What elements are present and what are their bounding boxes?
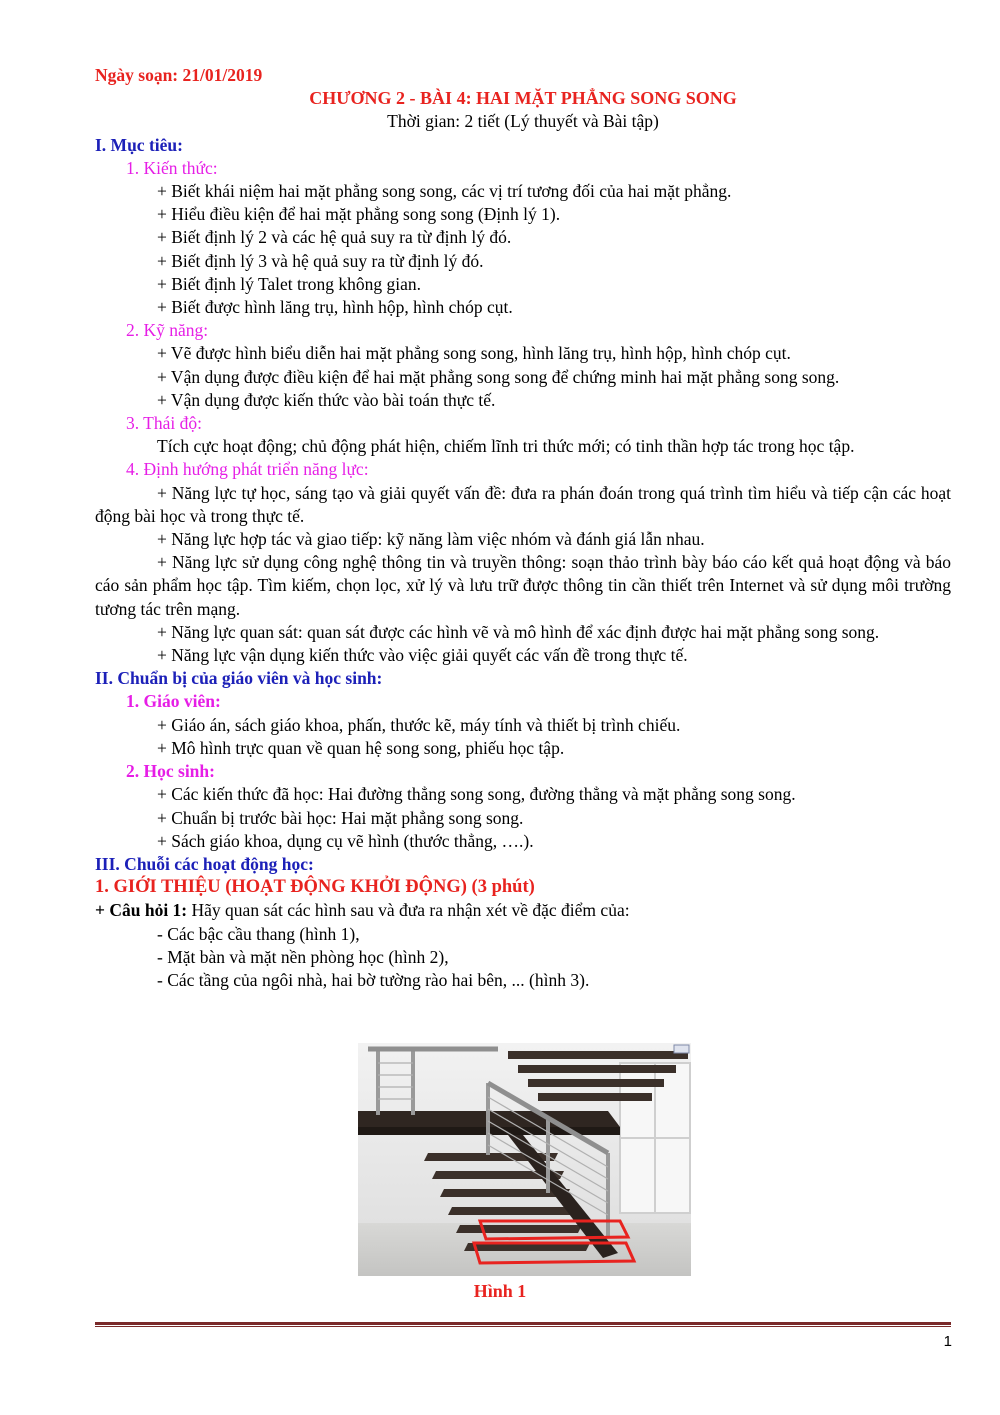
question-item: - Mặt bàn và mặt nền phòng học (hình 2), <box>157 946 449 967</box>
student-item: + Các kiến thức đã học: Hai đường thẳng song song, đường thẳng và mặt phẳng song song. <box>157 784 796 805</box>
knowledge-item: + Biết được hình lăng trụ, hình hộp, hình chóp cụt. <box>157 297 513 318</box>
staircase-figure <box>358 1043 691 1276</box>
student-item: + Sách giáo khoa, dụng cụ vẽ hình (thước thẳng, ….). <box>157 830 534 851</box>
attitude-heading: 3. Thái độ: <box>126 413 202 434</box>
competence-item: + Năng lực vận dụng kiến thức vào việc giải quyết các vấn đề trong thực tế. <box>157 645 688 666</box>
competence-item: + Năng lực quan sát: quan sát được các hình vẽ và mô hình để xác định được hai mặt phẳng song song. <box>157 621 880 642</box>
competence-item: + Năng lực hợp tác và giao tiếp: kỹ năng làm việc nhóm và đánh giá lẫn nhau. <box>157 529 705 550</box>
skills-item: + Vẽ được hình biểu diễn hai mặt phẳng song song, hình lăng trụ, hình hộp, hình chóp cụt. <box>157 343 791 364</box>
document-body <box>95 64 951 992</box>
question-text: Hãy quan sát các hình sau và đưa ra nhận xét về đặc điểm của: <box>187 900 630 921</box>
skills-item: + Vận dụng được điều kiện để hai mặt phẳng song song để chứng minh hai mặt phẳng song song. <box>157 366 840 387</box>
lesson-duration: Thời gian: 2 tiết (Lý thuyết và Bài tập) <box>387 111 659 132</box>
staircase-illustration <box>358 1043 691 1276</box>
teacher-item: + Mô hình trực quan về quan hệ song song, phiếu học tập. <box>157 737 565 758</box>
knowledge-item: + Hiểu điều kiện để hai mặt phẳng song song (Định lý 1). <box>157 204 561 225</box>
teacher-item: + Giáo án, sách giáo khoa, phấn, thước kẽ, máy tính và thiết bị trình chiếu. <box>157 714 681 735</box>
knowledge-item: + Biết định lý 3 và hệ quả suy ra từ định lý đó. <box>157 250 484 271</box>
question-item: - Các tầng của ngôi nhà, hai bờ tường rào hai bên, ... (hình 3). <box>157 969 590 990</box>
student-heading: 2. Học sinh: <box>126 761 215 782</box>
section2-heading: II. Chuẩn bị của giáo viên và học sinh: <box>95 668 383 689</box>
question-label: + Câu hỏi 1: <box>95 900 188 921</box>
attitude-text: Tích cực hoạt động; chủ động phát hiện, chiếm lĩnh tri thức mới; có tinh thần hợp tác trong học tập. <box>157 436 855 457</box>
skills-heading: 2. Kỹ năng: <box>126 320 209 341</box>
question-item: - Các bậc cầu thang (hình 1), <box>157 923 360 944</box>
footer-rule <box>95 1322 951 1328</box>
section3-heading: III. Chuỗi các hoạt động học: <box>95 853 314 874</box>
knowledge-item: + Biết khái niệm hai mặt phẳng song song, các vị trí tương đối của hai mặt phẳng. <box>157 181 732 202</box>
section1-heading: I. Mục tiêu: <box>95 134 183 155</box>
knowledge-heading: 1. Kiến thức: <box>126 157 218 178</box>
question-line <box>95 899 951 922</box>
teacher-heading: 1. Giáo viên: <box>126 691 221 712</box>
skills-item: + Vận dụng được kiến thức vào bài toán thực tế. <box>157 389 496 410</box>
knowledge-item: + Biết định lý Talet trong không gian. <box>157 273 421 294</box>
competence-item: + Năng lực tự học, sáng tạo và giải quyết vấn đề: đưa ra phán đoán trong quá trình tìm hiểu và tiếp cận các hoạt động bài học và trong thực tế. <box>95 482 951 526</box>
lesson-title: CHƯƠNG 2 - BÀI 4: HAI MẶT PHẲNG SONG SONG <box>309 88 737 109</box>
intro-heading: 1. GIỚI THIỆU (HOẠT ĐỘNG KHỞI ĐỘNG) (3 phút) <box>95 877 535 898</box>
figure-caption: Hình 1 <box>473 1281 527 1301</box>
page-number: 1 <box>943 1333 952 1350</box>
student-item: + Chuẩn bị trước bài học: Hai mặt phẳng song song. <box>157 807 524 828</box>
date-line: Ngày soạn: 21/01/2019 <box>95 65 263 85</box>
competence-item: + Năng lực sử dụng công nghệ thông tin và truyền thông: soạn thảo trình bày báo cáo kết quả hoạt động và báo cáo sản phẩm học tập. Tìm kiếm, chọn lọc, xử lý và lưu trữ được thông tin cần thiết trên Internet và sử dụng môi trường tương tác trên mạng. <box>95 552 951 619</box>
knowledge-item: + Biết định lý 2 và các hệ quả suy ra từ định lý đó. <box>157 227 512 248</box>
competence-heading: 4. Định hướng phát triển năng lực: <box>126 459 369 480</box>
